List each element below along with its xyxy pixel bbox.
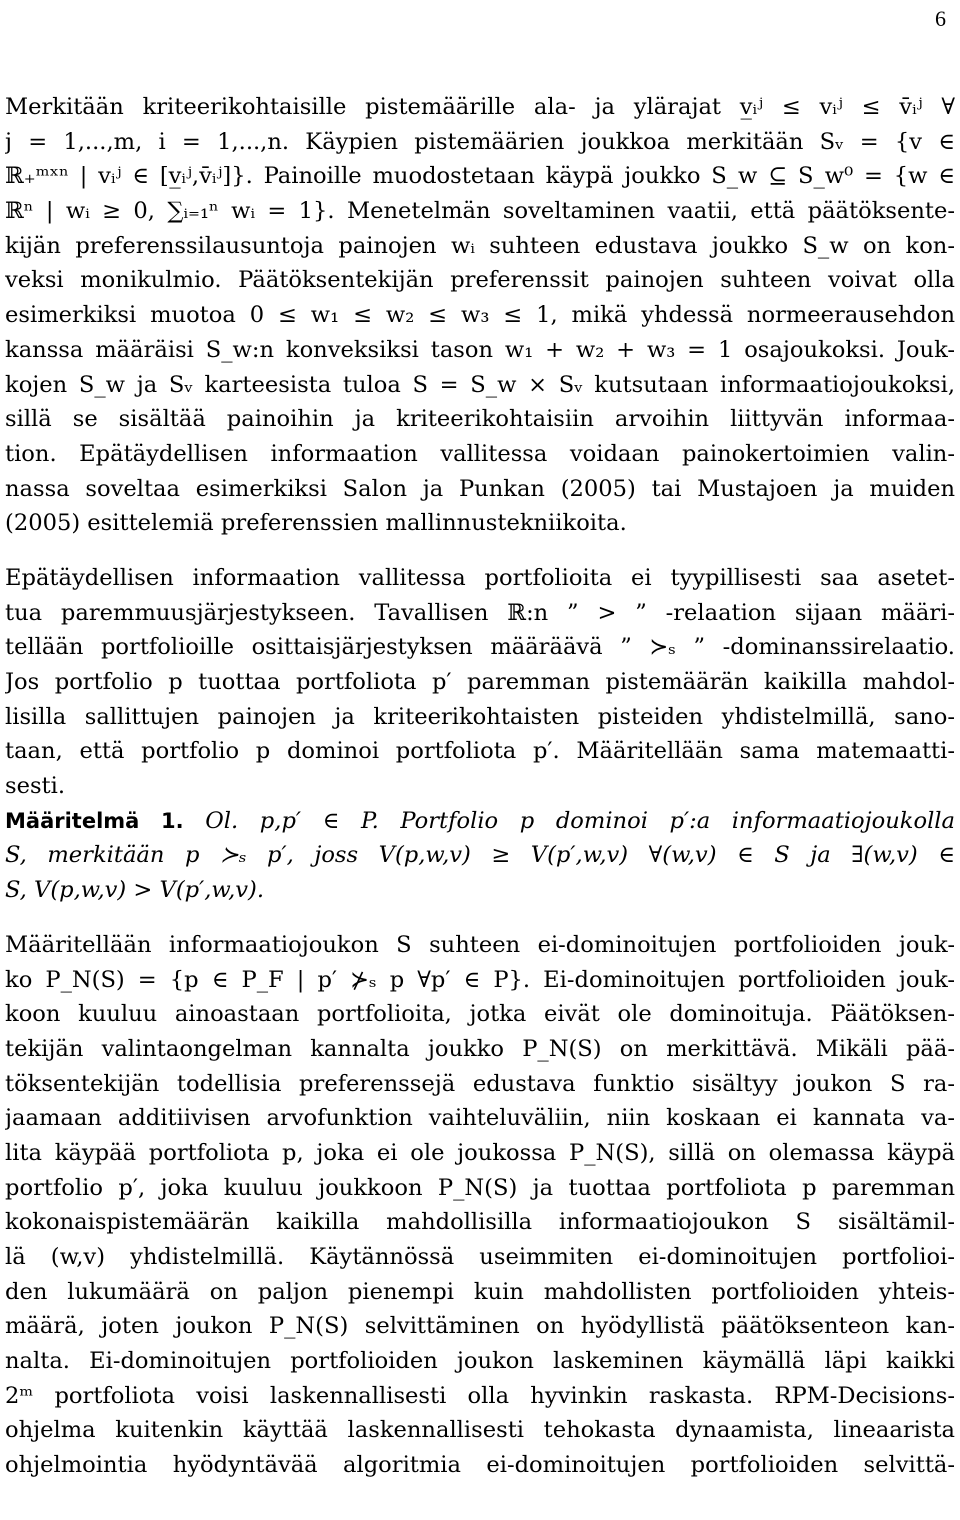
text-line: nassa soveltaa esimerkiksi Salon ja Punkan (2005) tai Mustajoen ja muiden [5, 475, 955, 502]
text-line: kokonaispistemäärän kaikilla mahdollisilla informaatiojoukon S sisältämil- [5, 1209, 955, 1236]
text-line: tekijän valintaongelman kannalta joukko P_N(S) on merkittävä. Mikäli pää- [5, 1035, 955, 1062]
definition-text: Ol. p,p′ ∈ P. Portfolio p dominoi p′:a informaatiojoukolla [205, 807, 955, 834]
page-number: 6 [935, 6, 946, 31]
text-line: veksi monikulmio. Päätöksentekijän preferenssit painojen suhteen voivat olla [5, 267, 955, 294]
text-line: tellään portfolioille osittaisjärjestyksen määräävä ” ≻ₛ ” -dominanssirelaatio. [5, 634, 955, 661]
text-line: jaamaan additiivisen arvofunktion vaihteluväliin, niin koskaan ei kannata va- [5, 1105, 955, 1132]
text-line: Merkitään kriteerikohtaisille pistemäärille ala- ja ylärajat v̲ᵢʲ ≤ vᵢʲ ≤ v̄ᵢʲ ∀ [5, 94, 955, 120]
paragraph-criteria-bounds [5, 90, 955, 541]
text-line: ℝ₊ᵐˣⁿ | vᵢʲ ∈ [v̲ᵢʲ,v̄ᵢʲ]}. Painoille muodostetaan käypä joukko S_w ⊆ S_w⁰ = {w ∈ [5, 163, 955, 190]
text-line: (2005) esittelemiä preferenssien mallinnustekniikoita. [5, 510, 627, 537]
text-line: den lukumäärä on paljon pienempi kuin mahdollisten portfolioiden yhteis- [5, 1278, 955, 1305]
text-line: Epätäydellisen informaation vallitessa portfolioita ei tyypillisesti saa asetet- [5, 564, 955, 591]
text-line: lita käypää portfoliota p, joka ei ole joukossa P_N(S), sillä on olemassa käypä [5, 1139, 955, 1166]
text-line: S, merkitään p ≻ₛ p′, joss V(p,w,v) ≥ V(p′,w,v) ∀(w,v) ∈ S ja ∃(w,v) ∈ [5, 842, 955, 869]
text-line: tion. Epätäydellisen informaation vallitessa voidaan painokertoimien valin- [5, 440, 955, 467]
text-line: lä (w,v) yhdistelmillä. Käytännössä useimmiten ei-dominoitujen portfolioi- [5, 1244, 955, 1270]
text-line: 2ᵐ portfoliota voisi laskennallisesti olla hyvinkin raskasta. RPM-Decisions- [5, 1382, 955, 1409]
text-line: esimerkiksi muotoa 0 ≤ w₁ ≤ w₂ ≤ w₃ ≤ 1, mikä yhdessä normeerausehdon [5, 302, 955, 329]
text-line: S, V(p,w,v) > V(p′,w,v). [5, 877, 265, 904]
definition-label: Määritelmä 1. [5, 808, 184, 833]
page-body [5, 90, 955, 1483]
text-line: portfolio p′, joka kuuluu joukkoon P_N(S) ja tuottaa portfoliota p paremman [5, 1174, 955, 1201]
text-line: töksentekijän todellisia preferenssejä edustava funktio sisältyy joukon S ra- [5, 1070, 955, 1097]
text-line: ℝⁿ | wᵢ ≥ 0, ∑ᵢ₌₁ⁿ wᵢ = 1}. Menetelmän soveltaminen vaatii, että päätöksente- [5, 198, 955, 225]
text-line: tua paremmuusjärjestykseen. Tavallisen ℝ:n ” > ” -relaation sijaan määri- [5, 599, 955, 626]
text-line: ko P_N(S) = {p ∈ P_F | p′ ⊁ₛ p ∀p′ ∈ P}. Ei-dominoitujen portfolioiden jouk- [5, 966, 955, 993]
text-line: sesti. [5, 773, 66, 800]
definition-1 [5, 804, 955, 908]
paragraph-dominance-relation [5, 561, 955, 804]
paragraph-non-dominated [5, 928, 955, 1483]
text-line: nalta. Ei-dominoitujen portfolioiden joukon laskeminen käymällä läpi kaikki [5, 1348, 955, 1375]
text-line: taan, että portfolio p dominoi portfoliota p′. Määritellään sama matemaatti- [5, 738, 955, 765]
text-line: kanssa määräisi S_w:n konveksiksi tason w₁ + w₂ + w₃ = 1 osajoukoksi. Jouk- [5, 336, 955, 363]
text-line: ohjelmointia hyödyntävää algoritmia ei-dominoitujen portfolioiden selvittä- [5, 1452, 955, 1479]
text-line: ohjelma kuitenkin käyttää laskennallisesti tehokasta dynaamista, lineaarista [5, 1417, 955, 1444]
text-line: Määritellään informaatiojoukon S suhteen ei-dominoitujen portfolioiden jouk- [5, 931, 955, 958]
text-line: koon kuuluu ainoastaan portfolioita, jotka eivät ole dominoituja. Päätöksen- [5, 1001, 955, 1028]
text-line: kijän preferenssilausuntoja painojen wᵢ suhteen edustava joukko S_w on kon- [5, 232, 955, 259]
text-line: kojen S_w ja Sᵥ karteesista tuloa S = S_w × Sᵥ kutsutaan informaatiojoukoksi, [5, 371, 955, 398]
text-line: lisilla sallittujen painojen ja kriteerikohtaisten pisteiden yhdistelmillä, sano- [5, 703, 955, 730]
text-line: j = 1,...,m, i = 1,...,n. Käypien pistemäärien joukkoa merkitään Sᵥ = {v ∈ [5, 128, 955, 155]
text-line: määrä, joten joukon P_N(S) selvittäminen on hyödyllistä päätöksenteon kan- [5, 1313, 955, 1340]
text-line: Jos portfolio p tuottaa portfoliota p′ paremman pistemäärän kaikilla mahdol- [5, 669, 955, 695]
text-line: sillä se sisältää painoihin ja kriteerikohtaisiin arvoihin liittyvän informaa- [5, 406, 955, 433]
